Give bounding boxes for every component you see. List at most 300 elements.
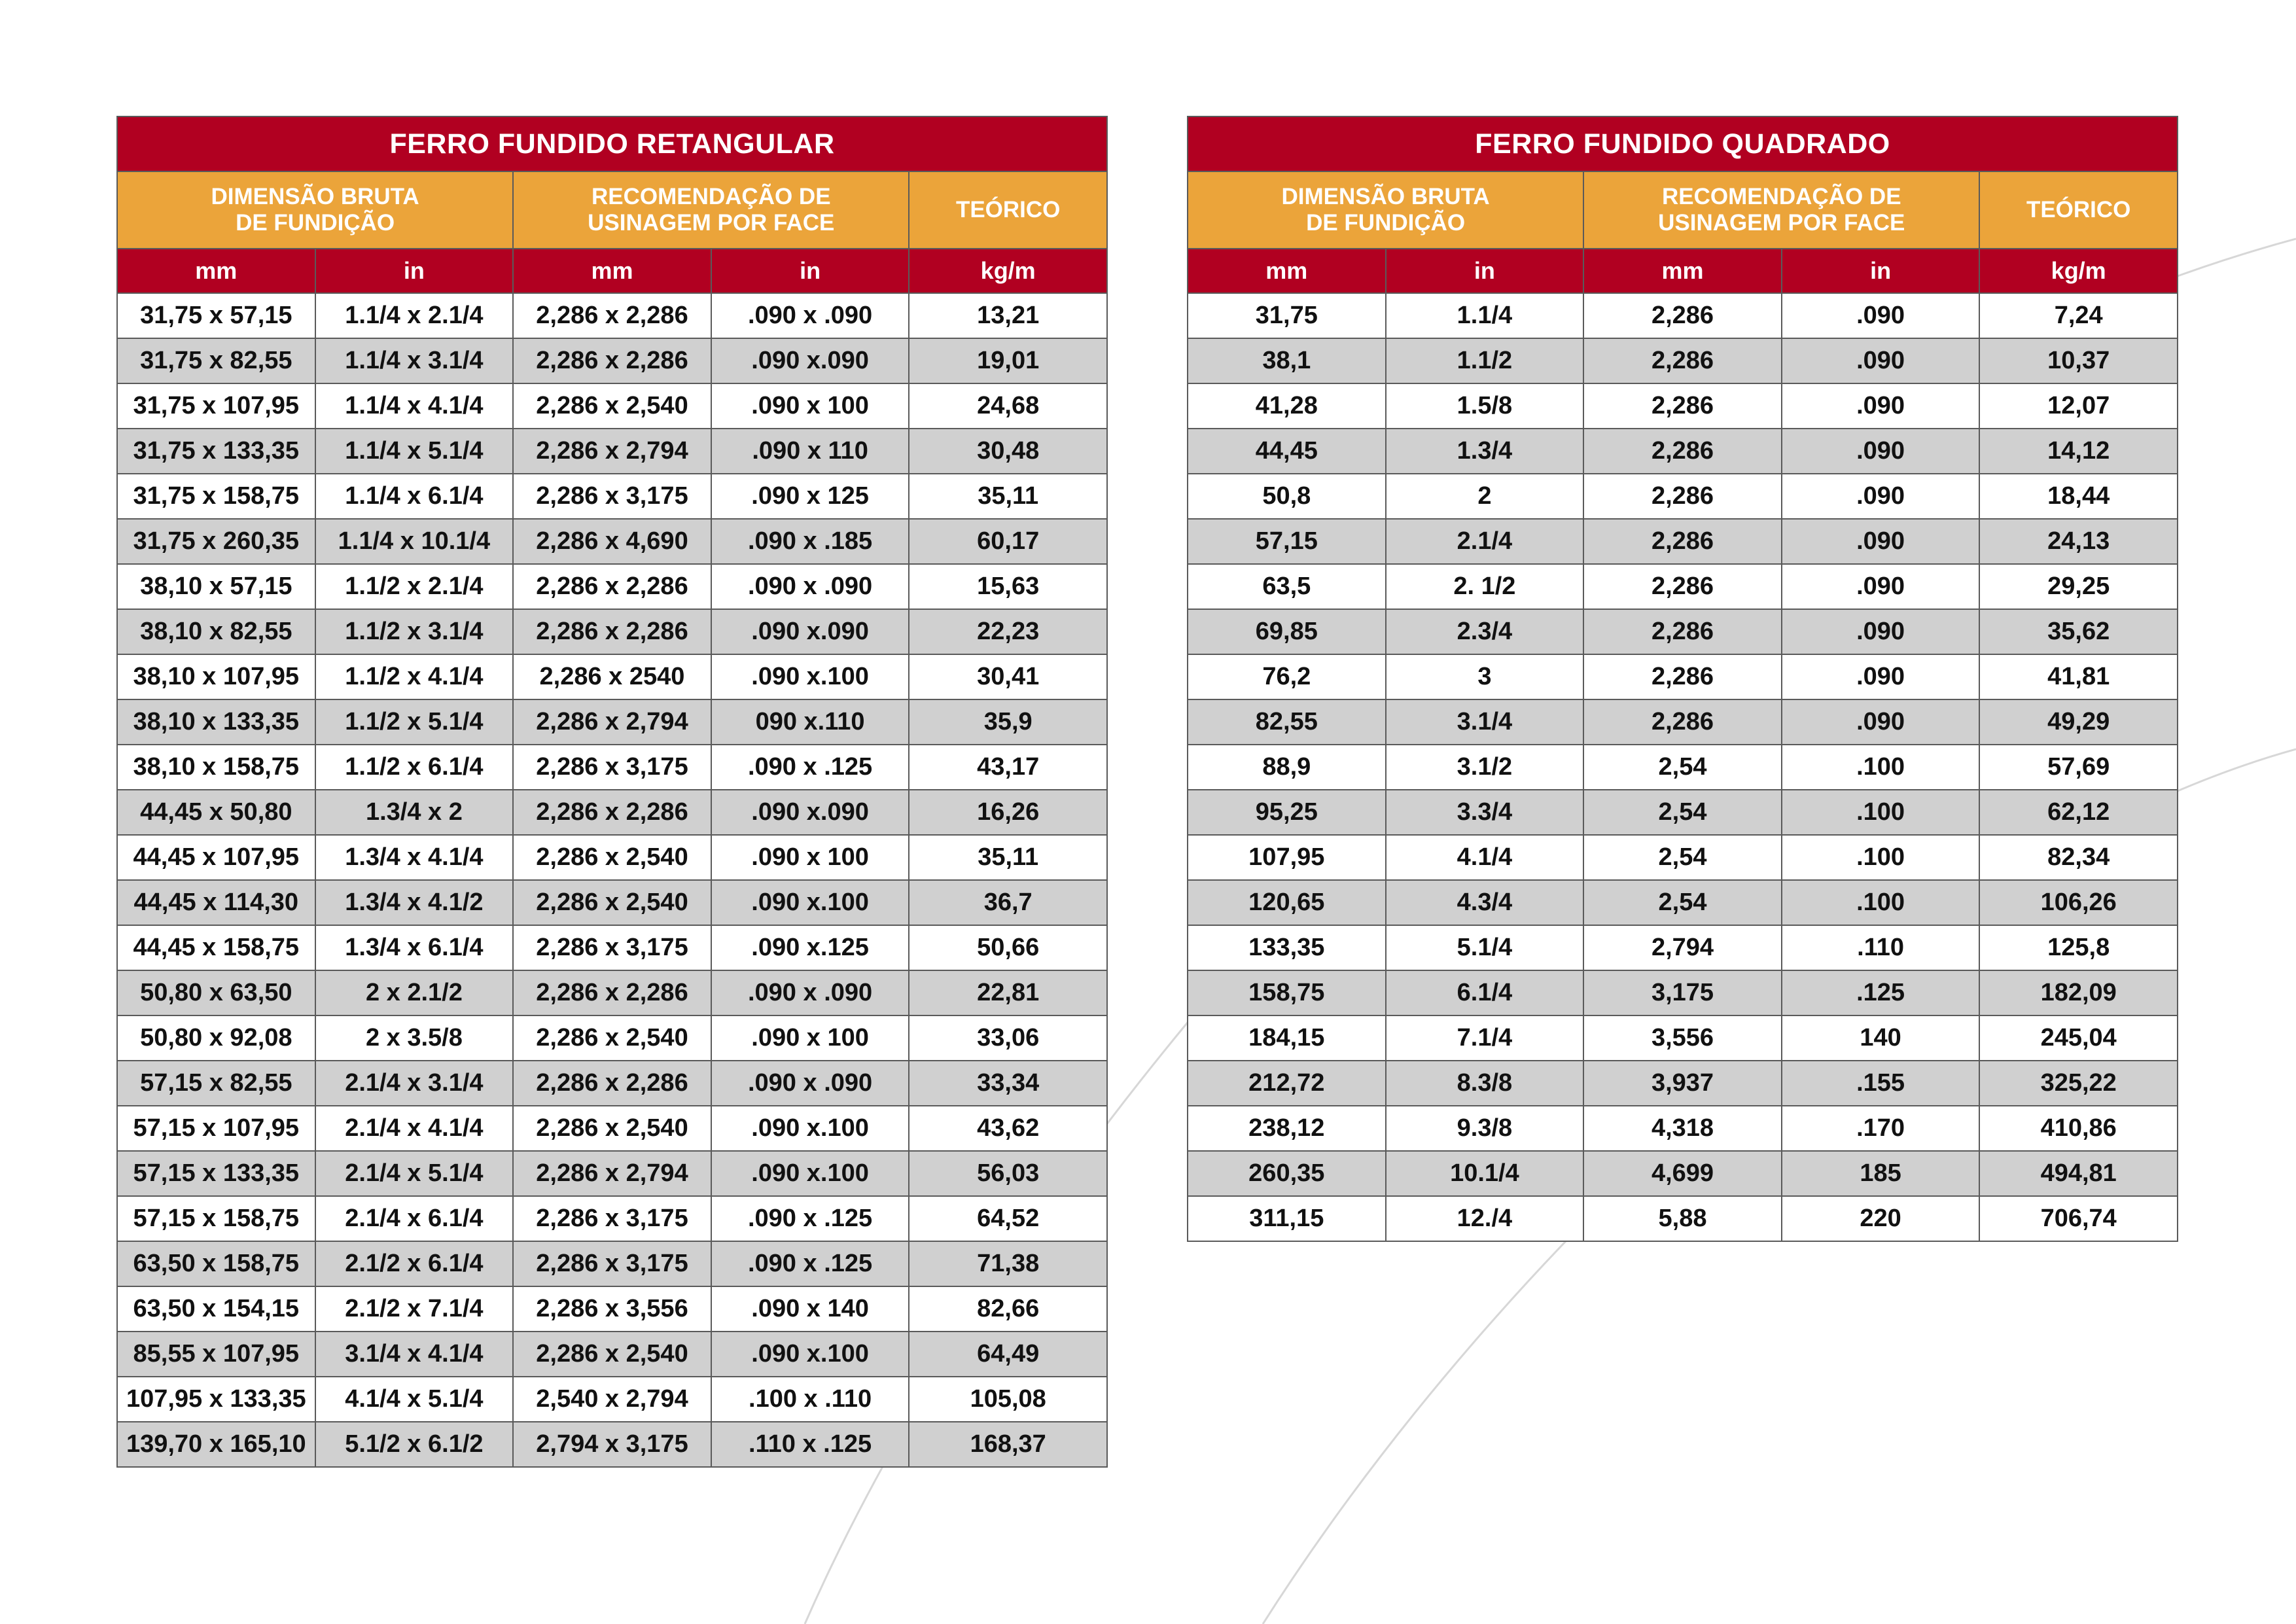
- cell-usinagem-mm: 2,54: [1583, 880, 1782, 925]
- cell-usinagem-in: 090 x.110: [711, 699, 910, 745]
- cell-usinagem-in: .090 x 100: [711, 1015, 910, 1061]
- cell-dimensao-in: 2.1/4 x 6.1/4: [315, 1196, 514, 1241]
- cell-usinagem-mm: 2,286 x 2,286: [513, 293, 711, 338]
- cell-peso-kg-m: 35,62: [1979, 609, 2178, 654]
- cell-usinagem-mm: 3,937: [1583, 1061, 1782, 1106]
- table-row: [117, 1196, 1107, 1241]
- cell-dimensao-in: 6.1/4: [1386, 970, 1584, 1015]
- cell-usinagem-mm: 2,54: [1583, 790, 1782, 835]
- group-header-recomendacao: RECOMENDAÇÃO DE USINAGEM POR FACE: [1583, 171, 1979, 249]
- cell-peso-kg-m: 13,21: [909, 293, 1107, 338]
- unit-header-in: in: [711, 249, 910, 293]
- cell-dimensao-mm: 107,95: [1188, 835, 1386, 880]
- cell-dimensao-in: 5.1/4: [1386, 925, 1584, 970]
- cell-usinagem-in: .090 x 125: [711, 474, 910, 519]
- cell-usinagem-mm: 2,286 x 2,540: [513, 1106, 711, 1151]
- cell-usinagem-mm: 5,88: [1583, 1196, 1782, 1241]
- cell-usinagem-in: .100: [1782, 880, 1980, 925]
- cell-usinagem-in: .090 x .185: [711, 519, 910, 564]
- cell-dimensao-in: 1.1/2 x 3.1/4: [315, 609, 514, 654]
- cell-dimensao-in: 2.1/4: [1386, 519, 1584, 564]
- cell-usinagem-mm: 2,286 x 2,540: [513, 1015, 711, 1061]
- cell-peso-kg-m: 36,7: [909, 880, 1107, 925]
- cell-dimensao-mm: 57,15 x 107,95: [117, 1106, 315, 1151]
- cell-usinagem-mm: 2,286 x 2,794: [513, 1151, 711, 1196]
- cell-dimensao-mm: 38,10 x 82,55: [117, 609, 315, 654]
- cell-usinagem-in: 220: [1782, 1196, 1980, 1241]
- cell-peso-kg-m: 57,69: [1979, 745, 2178, 790]
- cell-usinagem-mm: 2,54: [1583, 835, 1782, 880]
- cell-dimensao-mm: 184,15: [1188, 1015, 1386, 1061]
- cell-usinagem-in: .090: [1782, 293, 1980, 338]
- cell-usinagem-mm: 2,286 x 2,286: [513, 1061, 711, 1106]
- table-row: [117, 1422, 1107, 1467]
- cell-usinagem-in: .090 x 110: [711, 429, 910, 474]
- cell-dimensao-in: 1.3/4 x 6.1/4: [315, 925, 514, 970]
- cell-usinagem-mm: 2,286: [1583, 293, 1782, 338]
- cell-usinagem-in: .090: [1782, 383, 1980, 429]
- cell-peso-kg-m: 14,12: [1979, 429, 2178, 474]
- cell-dimensao-mm: 50,80 x 63,50: [117, 970, 315, 1015]
- cell-dimensao-in: 2 x 3.5/8: [315, 1015, 514, 1061]
- table-row: [117, 383, 1107, 429]
- cell-usinagem-mm: 2,794: [1583, 925, 1782, 970]
- cell-peso-kg-m: 71,38: [909, 1241, 1107, 1286]
- cell-dimensao-mm: 88,9: [1188, 745, 1386, 790]
- cell-peso-kg-m: 18,44: [1979, 474, 2178, 519]
- cell-peso-kg-m: 494,81: [1979, 1151, 2178, 1196]
- table-row: [1188, 790, 2178, 835]
- cell-peso-kg-m: 43,62: [909, 1106, 1107, 1151]
- group-header-teorico: TEÓRICO: [1979, 171, 2178, 249]
- cell-usinagem-in: .090 x.125: [711, 925, 910, 970]
- unit-header-kg-m: kg/m: [1979, 249, 2178, 293]
- cell-peso-kg-m: 106,26: [1979, 880, 2178, 925]
- table-ferro-fundido-retangular: [116, 116, 1108, 1468]
- cell-usinagem-in: .090 x.100: [711, 880, 910, 925]
- cell-usinagem-in: .090 x .090: [711, 564, 910, 609]
- cell-dimensao-in: 1.1/4 x 10.1/4: [315, 519, 514, 564]
- cell-usinagem-in: .100: [1782, 745, 1980, 790]
- cell-dimensao-mm: 57,15 x 158,75: [117, 1196, 315, 1241]
- cell-peso-kg-m: 22,81: [909, 970, 1107, 1015]
- cell-usinagem-in: .090 x .125: [711, 1196, 910, 1241]
- table-row: [117, 790, 1107, 835]
- table-row: [117, 1286, 1107, 1332]
- cell-dimensao-mm: 76,2: [1188, 654, 1386, 699]
- cell-usinagem-mm: 2,286: [1583, 519, 1782, 564]
- cell-dimensao-mm: 95,25: [1188, 790, 1386, 835]
- cell-usinagem-mm: 2,286 x 3,175: [513, 1241, 711, 1286]
- cell-usinagem-mm: 4,699: [1583, 1151, 1782, 1196]
- cell-usinagem-mm: 3,556: [1583, 1015, 1782, 1061]
- cell-dimensao-mm: 85,55 x 107,95: [117, 1332, 315, 1377]
- table-body: [117, 293, 1107, 1467]
- table-row: [1188, 699, 2178, 745]
- cell-peso-kg-m: 35,9: [909, 699, 1107, 745]
- cell-dimensao-mm: 31,75 x 158,75: [117, 474, 315, 519]
- table-row: [117, 745, 1107, 790]
- cell-dimensao-mm: 82,55: [1188, 699, 1386, 745]
- cell-dimensao-in: 1.3/4 x 2: [315, 790, 514, 835]
- cell-peso-kg-m: 62,12: [1979, 790, 2178, 835]
- cell-dimensao-mm: 38,1: [1188, 338, 1386, 383]
- cell-usinagem-in: .090 x.090: [711, 790, 910, 835]
- cell-usinagem-mm: 2,286 x 2,286: [513, 970, 711, 1015]
- table-row: [1188, 1061, 2178, 1106]
- cell-peso-kg-m: 82,34: [1979, 835, 2178, 880]
- table-row: [117, 519, 1107, 564]
- cell-dimensao-mm: 238,12: [1188, 1106, 1386, 1151]
- table-ferro-fundido-quadrado: [1187, 116, 2178, 1242]
- cell-usinagem-in: 185: [1782, 1151, 1980, 1196]
- cell-dimensao-mm: 311,15: [1188, 1196, 1386, 1241]
- cell-peso-kg-m: 41,81: [1979, 654, 2178, 699]
- cell-usinagem-in: .090: [1782, 564, 1980, 609]
- table-row: [117, 474, 1107, 519]
- table-row: [117, 1241, 1107, 1286]
- cell-dimensao-mm: 38,10 x 57,15: [117, 564, 315, 609]
- cell-dimensao-mm: 63,50 x 154,15: [117, 1286, 315, 1332]
- cell-dimensao-mm: 44,45: [1188, 429, 1386, 474]
- cell-usinagem-in: .110: [1782, 925, 1980, 970]
- unit-header-mm: mm: [513, 249, 711, 293]
- cell-peso-kg-m: 7,24: [1979, 293, 2178, 338]
- cell-dimensao-mm: 44,45 x 158,75: [117, 925, 315, 970]
- cell-dimensao-mm: 120,65: [1188, 880, 1386, 925]
- cell-usinagem-in: .090 x .125: [711, 745, 910, 790]
- cell-dimensao-mm: 38,10 x 158,75: [117, 745, 315, 790]
- cell-usinagem-mm: 2,286: [1583, 609, 1782, 654]
- cell-dimensao-in: 2 x 2.1/2: [315, 970, 514, 1015]
- unit-header-in: in: [1782, 249, 1980, 293]
- cell-dimensao-mm: 57,15: [1188, 519, 1386, 564]
- cell-dimensao-mm: 63,50 x 158,75: [117, 1241, 315, 1286]
- cell-dimensao-in: 1.1/2: [1386, 338, 1584, 383]
- cell-usinagem-in: .090 x.100: [711, 1151, 910, 1196]
- table-row: [117, 970, 1107, 1015]
- cell-usinagem-in: .100: [1782, 835, 1980, 880]
- cell-peso-kg-m: 82,66: [909, 1286, 1107, 1332]
- cell-usinagem-mm: 2,286: [1583, 338, 1782, 383]
- cell-peso-kg-m: 12,07: [1979, 383, 2178, 429]
- cell-usinagem-mm: 2,286 x 2,540: [513, 835, 711, 880]
- cell-usinagem-mm: 2,286 x 2540: [513, 654, 711, 699]
- cell-dimensao-mm: 44,45 x 114,30: [117, 880, 315, 925]
- cell-peso-kg-m: 64,52: [909, 1196, 1107, 1241]
- table-row: [117, 293, 1107, 338]
- cell-peso-kg-m: 60,17: [909, 519, 1107, 564]
- cell-usinagem-mm: 2,286: [1583, 429, 1782, 474]
- cell-dimensao-mm: 41,28: [1188, 383, 1386, 429]
- cell-dimensao-in: 10.1/4: [1386, 1151, 1584, 1196]
- cell-usinagem-mm: 2,286 x 3,175: [513, 1196, 711, 1241]
- cell-dimensao-in: 3.1/4: [1386, 699, 1584, 745]
- cell-dimensao-in: 2.1/2 x 6.1/4: [315, 1241, 514, 1286]
- cell-usinagem-in: .090 x .090: [711, 1061, 910, 1106]
- cell-usinagem-mm: 2,286 x 2,540: [513, 880, 711, 925]
- cell-dimensao-mm: 107,95 x 133,35: [117, 1377, 315, 1422]
- cell-dimensao-mm: 139,70 x 165,10: [117, 1422, 315, 1467]
- table-row: [1188, 654, 2178, 699]
- cell-dimensao-mm: 31,75 x 82,55: [117, 338, 315, 383]
- cell-usinagem-in: .090: [1782, 474, 1980, 519]
- table-row: [1188, 293, 2178, 338]
- cell-usinagem-mm: 2,286 x 2,540: [513, 383, 711, 429]
- cell-dimensao-in: 9.3/8: [1386, 1106, 1584, 1151]
- table-row: [117, 609, 1107, 654]
- cell-usinagem-in: .125: [1782, 970, 1980, 1015]
- cell-peso-kg-m: 168,37: [909, 1422, 1107, 1467]
- table-row: [117, 880, 1107, 925]
- cell-dimensao-mm: 44,45 x 107,95: [117, 835, 315, 880]
- cell-dimensao-in: 1.3/4: [1386, 429, 1584, 474]
- cell-usinagem-mm: 2,286 x 3,175: [513, 745, 711, 790]
- cell-peso-kg-m: 24,13: [1979, 519, 2178, 564]
- cell-usinagem-mm: 2,286 x 3,175: [513, 474, 711, 519]
- cell-dimensao-in: 1.1/4: [1386, 293, 1584, 338]
- cell-usinagem-mm: 2,286 x 2,794: [513, 429, 711, 474]
- unit-header-mm: mm: [117, 249, 315, 293]
- cell-usinagem-in: .155: [1782, 1061, 1980, 1106]
- table-row: [117, 654, 1107, 699]
- cell-dimensao-in: 2.1/2 x 7.1/4: [315, 1286, 514, 1332]
- cell-usinagem-mm: 2,286: [1583, 699, 1782, 745]
- table-row: [1188, 474, 2178, 519]
- cell-usinagem-mm: 2,286 x 3,556: [513, 1286, 711, 1332]
- cell-usinagem-mm: 2,286 x 2,794: [513, 699, 711, 745]
- cell-dimensao-in: 5.1/2 x 6.1/2: [315, 1422, 514, 1467]
- cell-dimensao-mm: 31,75 x 133,35: [117, 429, 315, 474]
- cell-dimensao-mm: 63,5: [1188, 564, 1386, 609]
- table-row: [1188, 1196, 2178, 1241]
- group-header-dimensao: DIMENSÃO BRUTA DE FUNDIÇÃO: [117, 171, 513, 249]
- cell-usinagem-in: .090 x.090: [711, 338, 910, 383]
- cell-dimensao-in: 2.1/4 x 4.1/4: [315, 1106, 514, 1151]
- cell-dimensao-in: 1.1/4 x 2.1/4: [315, 293, 514, 338]
- cell-peso-kg-m: 29,25: [1979, 564, 2178, 609]
- table-row: [117, 1151, 1107, 1196]
- cell-dimensao-in: 3.1/2: [1386, 745, 1584, 790]
- cell-peso-kg-m: 49,29: [1979, 699, 2178, 745]
- cell-dimensao-mm: 31,75: [1188, 293, 1386, 338]
- cell-dimensao-in: 3.3/4: [1386, 790, 1584, 835]
- cell-dimensao-in: 2.3/4: [1386, 609, 1584, 654]
- cell-dimensao-in: 1.3/4 x 4.1/4: [315, 835, 514, 880]
- cell-usinagem-mm: 2,286 x 2,286: [513, 338, 711, 383]
- cell-dimensao-mm: 212,72: [1188, 1061, 1386, 1106]
- cell-usinagem-mm: 2,286 x 4,690: [513, 519, 711, 564]
- unit-header-mm: mm: [1583, 249, 1782, 293]
- cell-peso-kg-m: 33,06: [909, 1015, 1107, 1061]
- cell-usinagem-mm: 4,318: [1583, 1106, 1782, 1151]
- cell-usinagem-mm: 3,175: [1583, 970, 1782, 1015]
- cell-peso-kg-m: 56,03: [909, 1151, 1107, 1196]
- cell-dimensao-in: 2.1/4 x 3.1/4: [315, 1061, 514, 1106]
- cell-dimensao-mm: 50,8: [1188, 474, 1386, 519]
- cell-dimensao-in: 2: [1386, 474, 1584, 519]
- table-row: [1188, 745, 2178, 790]
- cell-usinagem-in: .090: [1782, 699, 1980, 745]
- table-row: [1188, 609, 2178, 654]
- cell-dimensao-mm: 38,10 x 107,95: [117, 654, 315, 699]
- cell-usinagem-in: .090 x 100: [711, 835, 910, 880]
- table-row: [117, 1332, 1107, 1377]
- table-row: [1188, 338, 2178, 383]
- table-row: [117, 1061, 1107, 1106]
- cell-dimensao-in: 1.1/4 x 5.1/4: [315, 429, 514, 474]
- cell-peso-kg-m: 35,11: [909, 474, 1107, 519]
- cell-dimensao-in: 12./4: [1386, 1196, 1584, 1241]
- cell-usinagem-mm: 2,286: [1583, 474, 1782, 519]
- cell-usinagem-mm: 2,286: [1583, 654, 1782, 699]
- cell-usinagem-in: .090: [1782, 338, 1980, 383]
- cell-dimensao-in: 3: [1386, 654, 1584, 699]
- cell-dimensao-mm: 44,45 x 50,80: [117, 790, 315, 835]
- cell-usinagem-mm: 2,286 x 3,175: [513, 925, 711, 970]
- cell-usinagem-mm: 2,286: [1583, 564, 1782, 609]
- cell-peso-kg-m: 22,23: [909, 609, 1107, 654]
- table-row: [117, 699, 1107, 745]
- cell-dimensao-in: 1.1/2 x 2.1/4: [315, 564, 514, 609]
- cell-usinagem-mm: 2,286 x 2,286: [513, 790, 711, 835]
- table-row: [117, 835, 1107, 880]
- cell-dimensao-mm: 50,80 x 92,08: [117, 1015, 315, 1061]
- cell-peso-kg-m: 19,01: [909, 338, 1107, 383]
- table-title: FERRO FUNDIDO RETANGULAR: [117, 116, 1107, 171]
- cell-usinagem-in: .090 x 140: [711, 1286, 910, 1332]
- table-row: [1188, 564, 2178, 609]
- cell-peso-kg-m: 50,66: [909, 925, 1107, 970]
- cell-peso-kg-m: 325,22: [1979, 1061, 2178, 1106]
- cell-dimensao-mm: 69,85: [1188, 609, 1386, 654]
- cell-usinagem-in: .090 x .090: [711, 293, 910, 338]
- cell-dimensao-mm: 31,75 x 107,95: [117, 383, 315, 429]
- table-row: [117, 564, 1107, 609]
- cell-peso-kg-m: 43,17: [909, 745, 1107, 790]
- group-header-dimensao: DIMENSÃO BRUTA DE FUNDIÇÃO: [1188, 171, 1583, 249]
- cell-usinagem-in: .090 x .090: [711, 970, 910, 1015]
- cell-dimensao-mm: 31,75 x 57,15: [117, 293, 315, 338]
- table-row: [117, 1377, 1107, 1422]
- cell-usinagem-in: .090: [1782, 654, 1980, 699]
- cell-usinagem-in: .110 x .125: [711, 1422, 910, 1467]
- cell-usinagem-in: .100: [1782, 790, 1980, 835]
- cell-peso-kg-m: 10,37: [1979, 338, 2178, 383]
- cell-usinagem-in: .090: [1782, 609, 1980, 654]
- cell-usinagem-mm: 2,286: [1583, 383, 1782, 429]
- cell-usinagem-in: 140: [1782, 1015, 1980, 1061]
- cell-usinagem-in: .090: [1782, 429, 1980, 474]
- cell-peso-kg-m: 30,41: [909, 654, 1107, 699]
- cell-peso-kg-m: 33,34: [909, 1061, 1107, 1106]
- cell-dimensao-mm: 38,10 x 133,35: [117, 699, 315, 745]
- cell-dimensao-in: 1.1/2 x 6.1/4: [315, 745, 514, 790]
- cell-usinagem-in: .090: [1782, 519, 1980, 564]
- cell-peso-kg-m: 30,48: [909, 429, 1107, 474]
- cell-peso-kg-m: 182,09: [1979, 970, 2178, 1015]
- cell-usinagem-in: .090 x .125: [711, 1241, 910, 1286]
- table-row: [1188, 970, 2178, 1015]
- cell-usinagem-in: .090 x.090: [711, 609, 910, 654]
- cell-peso-kg-m: 706,74: [1979, 1196, 2178, 1241]
- cell-dimensao-in: 1.1/4 x 4.1/4: [315, 383, 514, 429]
- cell-usinagem-in: .090 x.100: [711, 1106, 910, 1151]
- cell-peso-kg-m: 15,63: [909, 564, 1107, 609]
- cell-usinagem-in: .100 x .110: [711, 1377, 910, 1422]
- cell-dimensao-in: 8.3/8: [1386, 1061, 1584, 1106]
- cell-usinagem-mm: 2,540 x 2,794: [513, 1377, 711, 1422]
- group-header-teorico: TEÓRICO: [909, 171, 1107, 249]
- cell-usinagem-mm: 2,794 x 3,175: [513, 1422, 711, 1467]
- table-row: [1188, 519, 2178, 564]
- cell-dimensao-mm: 57,15 x 133,35: [117, 1151, 315, 1196]
- cell-usinagem-mm: 2,54: [1583, 745, 1782, 790]
- table-row: [1188, 1015, 2178, 1061]
- cell-usinagem-in: .090 x 100: [711, 383, 910, 429]
- cell-dimensao-in: 7.1/4: [1386, 1015, 1584, 1061]
- cell-peso-kg-m: 24,68: [909, 383, 1107, 429]
- cell-peso-kg-m: 64,49: [909, 1332, 1107, 1377]
- cell-usinagem-mm: 2,286 x 2,540: [513, 1332, 711, 1377]
- cell-dimensao-in: 4.1/4 x 5.1/4: [315, 1377, 514, 1422]
- unit-header-in: in: [1386, 249, 1584, 293]
- table-row: [1188, 880, 2178, 925]
- cell-usinagem-in: .090 x.100: [711, 654, 910, 699]
- cell-peso-kg-m: 125,8: [1979, 925, 2178, 970]
- cell-dimensao-mm: 57,15 x 82,55: [117, 1061, 315, 1106]
- cell-peso-kg-m: 35,11: [909, 835, 1107, 880]
- table-row: [1188, 429, 2178, 474]
- table-row: [117, 429, 1107, 474]
- cell-peso-kg-m: 410,86: [1979, 1106, 2178, 1151]
- table-title: FERRO FUNDIDO QUADRADO: [1188, 116, 2178, 171]
- table-row: [1188, 1106, 2178, 1151]
- cell-dimensao-mm: 260,35: [1188, 1151, 1386, 1196]
- table-body: [1188, 293, 2178, 1241]
- cell-usinagem-mm: 2,286 x 2,286: [513, 609, 711, 654]
- cell-dimensao-in: 1.1/2 x 4.1/4: [315, 654, 514, 699]
- table-row: [117, 338, 1107, 383]
- cell-dimensao-mm: 158,75: [1188, 970, 1386, 1015]
- cell-usinagem-in: .090 x.100: [711, 1332, 910, 1377]
- group-header-recomendacao: RECOMENDAÇÃO DE USINAGEM POR FACE: [513, 171, 909, 249]
- cell-peso-kg-m: 16,26: [909, 790, 1107, 835]
- table-row: [117, 1106, 1107, 1151]
- unit-header-kg-m: kg/m: [909, 249, 1107, 293]
- table-row: [1188, 383, 2178, 429]
- unit-header-mm: mm: [1188, 249, 1386, 293]
- cell-usinagem-in: .170: [1782, 1106, 1980, 1151]
- cell-dimensao-mm: 133,35: [1188, 925, 1386, 970]
- table-row: [1188, 835, 2178, 880]
- unit-header-in: in: [315, 249, 514, 293]
- cell-usinagem-mm: 2,286 x 2,286: [513, 564, 711, 609]
- table-row: [1188, 1151, 2178, 1196]
- cell-dimensao-in: 4.3/4: [1386, 880, 1584, 925]
- cell-dimensao-in: 1.3/4 x 4.1/2: [315, 880, 514, 925]
- table-row: [117, 925, 1107, 970]
- cell-dimensao-in: 1.1/4 x 6.1/4: [315, 474, 514, 519]
- cell-dimensao-in: 1.5/8: [1386, 383, 1584, 429]
- table-row: [1188, 925, 2178, 970]
- table-row: [117, 1015, 1107, 1061]
- cell-peso-kg-m: 245,04: [1979, 1015, 2178, 1061]
- cell-dimensao-in: 1.1/4 x 3.1/4: [315, 338, 514, 383]
- cell-dimensao-in: 2.1/4 x 5.1/4: [315, 1151, 514, 1196]
- cell-dimensao-in: 1.1/2 x 5.1/4: [315, 699, 514, 745]
- cell-dimensao-in: 3.1/4 x 4.1/4: [315, 1332, 514, 1377]
